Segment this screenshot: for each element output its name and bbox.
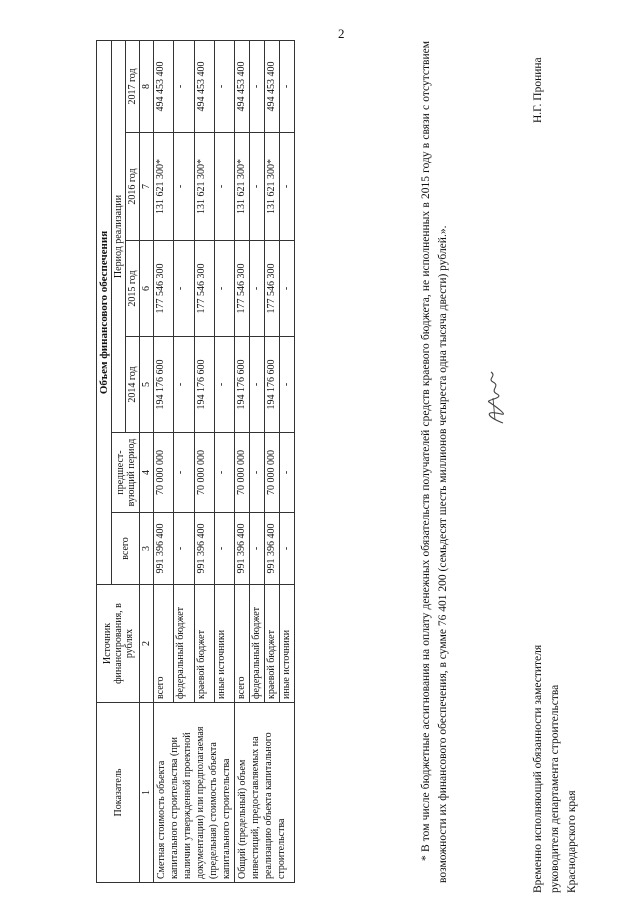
- value-cell: -: [250, 433, 265, 513]
- column-number: 5: [140, 337, 154, 433]
- value-cell: 131 621 300*: [265, 133, 280, 241]
- signatory-position: Временно исполняющий обязанности заместителя руководителя департамента строительства Краснодарского края: [532, 644, 578, 893]
- footnote: [418, 41, 452, 883]
- signatory-name: Н.Г. Пронина: [532, 57, 544, 123]
- value-cell: 494 453 400: [235, 40, 250, 132]
- value-cell: 131 621 300*: [235, 133, 250, 241]
- total-header: всего: [112, 513, 140, 585]
- year-header: 2017 год: [126, 40, 140, 132]
- value-cell: -: [280, 40, 295, 132]
- value-cell: -: [214, 241, 234, 337]
- value-cell: -: [280, 337, 295, 433]
- source-cell: всего: [154, 585, 174, 703]
- column-number: 6: [140, 241, 154, 337]
- table-row: [235, 40, 250, 882]
- value-cell: -: [214, 40, 234, 132]
- value-cell: 194 176 600: [265, 337, 280, 433]
- column-number: 8: [140, 40, 154, 132]
- value-cell: 131 621 300*: [194, 133, 214, 241]
- indicator-cell: Общий (предельный) объем инвестиций, предоставляемых на реализацию объекта капитального строительства: [235, 703, 295, 883]
- year-header: 2016 год: [126, 133, 140, 241]
- value-cell: 70 000 000: [235, 433, 250, 513]
- year-header: 2014 год: [126, 337, 140, 433]
- value-cell: -: [214, 433, 234, 513]
- value-cell: 70 000 000: [194, 433, 214, 513]
- value-cell: -: [250, 337, 265, 433]
- volume-header: Объем финансового обеспечения: [97, 40, 112, 584]
- value-cell: 177 546 300: [235, 241, 250, 337]
- footnote-text: * В том числе бюджетные ассигнования на оплату денежных обязательств получателей средств краевого бюджета, не исполненных в 2015 году в связи с отсутствием возможности их финансового обеспечения, в сумме 76 401 200 (семьдесят шесть миллионов четыреста одна тысяча двести) рублей.».: [420, 41, 449, 883]
- value-cell: -: [174, 241, 194, 337]
- previous-period-header: предшест-вующий период: [112, 433, 140, 513]
- value-cell: 70 000 000: [265, 433, 280, 513]
- value-cell: 494 453 400: [194, 40, 214, 132]
- column-number: 4: [140, 433, 154, 513]
- value-cell: 70 000 000: [154, 433, 174, 513]
- value-cell: 194 176 600: [194, 337, 214, 433]
- value-cell: -: [174, 433, 194, 513]
- source-cell: краевой бюджет: [194, 585, 214, 703]
- value-cell: 494 453 400: [265, 40, 280, 132]
- value-cell: -: [250, 513, 265, 585]
- value-cell: 177 546 300: [265, 241, 280, 337]
- source-cell: иные источники: [280, 585, 295, 703]
- value-cell: -: [250, 241, 265, 337]
- value-cell: -: [280, 433, 295, 513]
- source-cell: иные источники: [214, 585, 234, 703]
- handwritten-signature: [475, 368, 515, 428]
- value-cell: -: [214, 337, 234, 433]
- source-cell: краевой бюджет: [265, 585, 280, 703]
- value-cell: -: [174, 337, 194, 433]
- source-cell: федеральный бюджет: [250, 585, 265, 703]
- value-cell: -: [250, 133, 265, 241]
- value-cell: -: [174, 40, 194, 132]
- indicator-cell: Сметная стоимость объекта капитального строительства (при наличии утвержденной проектной документации) или предполагаемая (предельная) стоимость объекта капитального строительства: [154, 703, 235, 883]
- column-numbers-row: [140, 40, 154, 882]
- financing-table: [96, 40, 295, 883]
- column-number: 1: [140, 703, 154, 883]
- value-cell: -: [250, 40, 265, 132]
- value-cell: -: [280, 133, 295, 241]
- source-cell: всего: [235, 585, 250, 703]
- value-cell: -: [214, 133, 234, 241]
- value-cell: 991 396 400: [194, 513, 214, 585]
- value-cell: 991 396 400: [154, 513, 174, 585]
- page-number: 2: [338, 26, 345, 41]
- value-cell: 991 396 400: [235, 513, 250, 585]
- source-cell: федеральный бюджет: [174, 585, 194, 703]
- value-cell: 194 176 600: [235, 337, 250, 433]
- value-cell: 494 453 400: [154, 40, 174, 132]
- value-cell: 194 176 600: [154, 337, 174, 433]
- column-number: 7: [140, 133, 154, 241]
- year-header: 2015 год: [126, 241, 140, 337]
- value-cell: -: [174, 133, 194, 241]
- value-cell: -: [214, 513, 234, 585]
- column-number: 2: [140, 585, 154, 703]
- table-row: [154, 40, 174, 882]
- indicator-header: Показатель: [97, 703, 140, 883]
- value-cell: -: [280, 513, 295, 585]
- value-cell: 177 546 300: [194, 241, 214, 337]
- rotated-page-content: [10, 13, 590, 893]
- period-header: Период реализации: [112, 40, 126, 432]
- value-cell: 131 621 300*: [154, 133, 174, 241]
- value-cell: -: [174, 513, 194, 585]
- value-cell: -: [280, 241, 295, 337]
- source-header: Источник финансирования, в рублях: [97, 585, 140, 703]
- value-cell: 177 546 300: [154, 241, 174, 337]
- value-cell: 991 396 400: [265, 513, 280, 585]
- column-number: 3: [140, 513, 154, 585]
